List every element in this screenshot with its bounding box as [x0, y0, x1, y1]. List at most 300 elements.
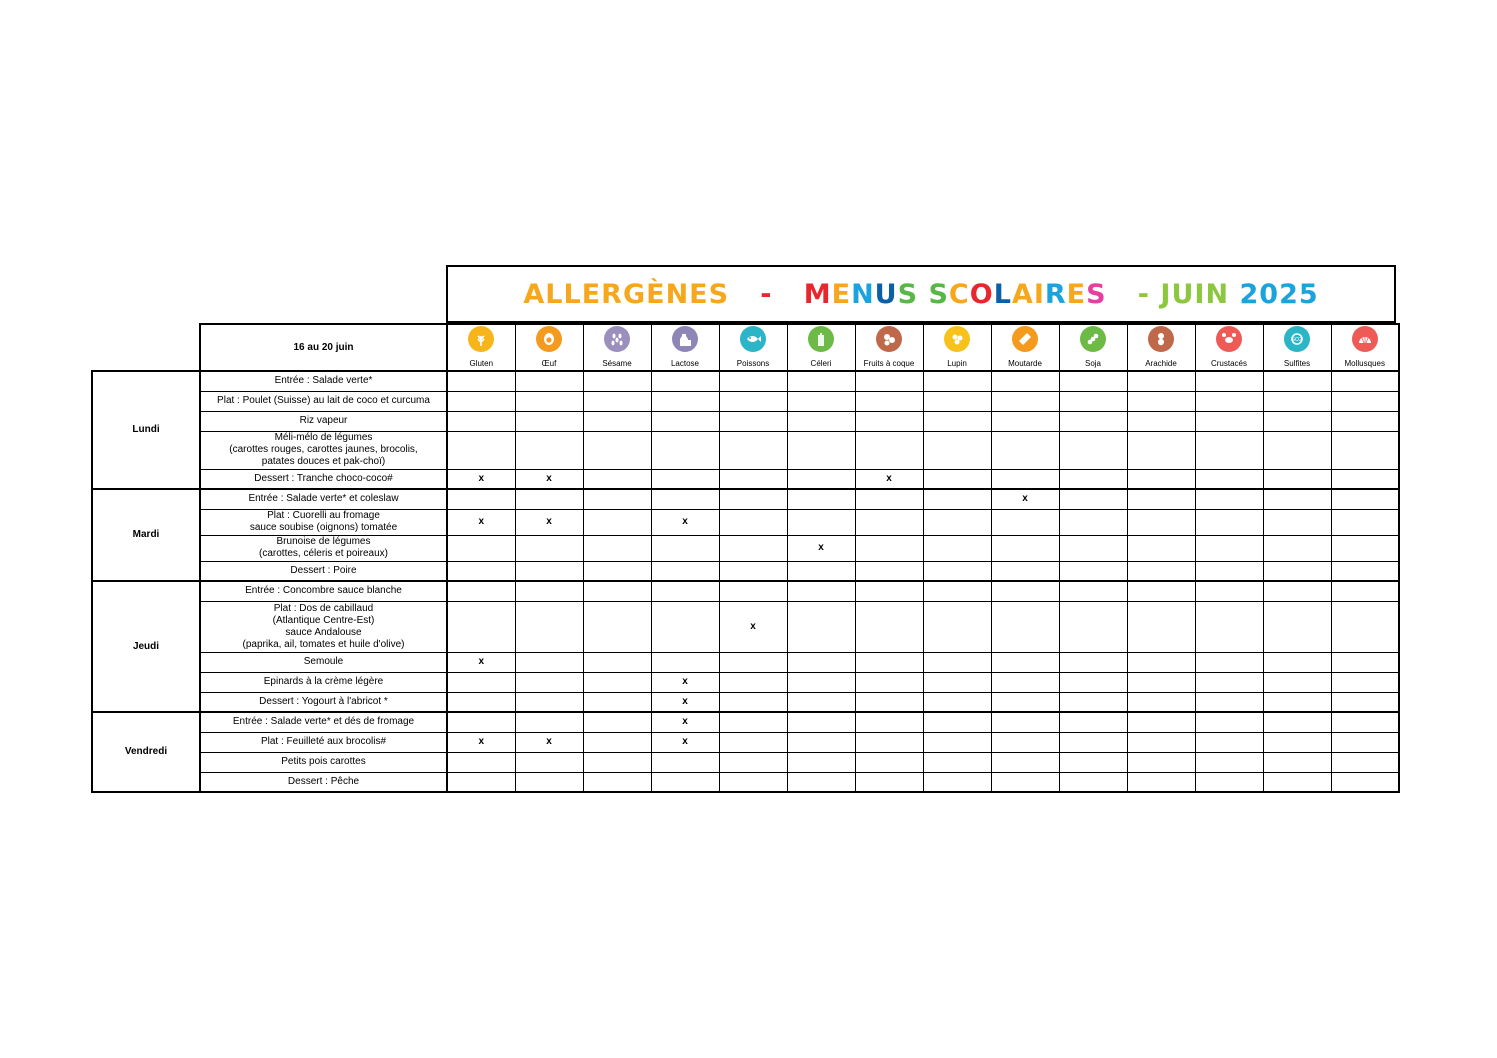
allergen-cell	[1195, 391, 1263, 411]
allergen-cell	[651, 489, 719, 509]
allergen-cell	[991, 692, 1059, 712]
allergen-cell	[991, 752, 1059, 772]
allergen-cell	[923, 489, 991, 509]
allergen-cell	[991, 601, 1059, 652]
allergen-cell	[651, 581, 719, 601]
allergen-cell	[923, 431, 991, 469]
allergen-cell	[583, 489, 651, 509]
allergen-cell	[1263, 371, 1331, 391]
allergen-header	[1195, 324, 1263, 371]
allergen-cell	[515, 371, 583, 391]
allergen-cell	[1331, 391, 1399, 411]
allergen-cell	[1195, 489, 1263, 509]
title-part: 2025	[1239, 278, 1319, 310]
title-part	[918, 279, 928, 310]
allergen-header	[923, 324, 991, 371]
allergen-cell	[787, 561, 855, 581]
allergen-cell	[1127, 469, 1195, 489]
allergen-cell	[583, 732, 651, 752]
sulfite-icon	[1284, 326, 1310, 352]
allergen-cell	[787, 732, 855, 752]
allergen-cell	[447, 431, 515, 469]
allergen-header	[855, 324, 923, 371]
allergen-cell	[787, 489, 855, 509]
allergen-cell	[719, 431, 787, 469]
allergen-cell: x	[447, 469, 515, 489]
allergen-header	[991, 324, 1059, 371]
allergen-cell	[1195, 732, 1263, 752]
allergen-cell	[651, 391, 719, 411]
allergen-cell	[583, 581, 651, 601]
allergen-name: Sulfites	[1283, 359, 1311, 368]
mustard-icon	[1012, 326, 1038, 352]
allergen-cell	[1127, 732, 1195, 752]
allergen-cell	[855, 489, 923, 509]
allergen-cell	[855, 431, 923, 469]
allergen-cell	[787, 752, 855, 772]
allergen-cell	[515, 652, 583, 672]
allergen-name: Poissons	[736, 359, 770, 368]
allergen-cell	[719, 752, 787, 772]
allergen-cell	[447, 489, 515, 509]
allergen-cell	[1263, 431, 1331, 469]
fish-icon	[740, 326, 766, 352]
allergen-cell	[991, 371, 1059, 391]
allergen-cell	[1263, 581, 1331, 601]
allergen-cell	[583, 509, 651, 535]
allergen-cell	[583, 652, 651, 672]
allergen-cell	[787, 601, 855, 652]
allergen-cell	[583, 692, 651, 712]
allergen-cell	[651, 411, 719, 431]
allergen-cell	[719, 652, 787, 672]
allergen-name: Moutarde	[1008, 359, 1042, 368]
allergen-cell	[1127, 431, 1195, 469]
allergen-cell: x	[651, 672, 719, 692]
allergen-cell	[1059, 431, 1127, 469]
allergen-cell	[991, 469, 1059, 489]
allergen-cell	[515, 712, 583, 732]
allergen-cell	[1059, 732, 1127, 752]
allergen-cell	[787, 431, 855, 469]
allergen-cell	[923, 535, 991, 561]
allergen-cell	[1263, 391, 1331, 411]
allergen-cell	[923, 732, 991, 752]
allergen-cell	[1263, 692, 1331, 712]
allergen-name: Fruits à coque	[863, 359, 915, 368]
allergen-cell	[719, 411, 787, 431]
allergen-cell	[855, 581, 923, 601]
allergen-cell	[515, 672, 583, 692]
egg-icon	[536, 326, 562, 352]
allergen-cell	[1059, 752, 1127, 772]
allergen-cell	[1263, 752, 1331, 772]
allergen-cell	[1059, 411, 1127, 431]
allergen-cell	[855, 712, 923, 732]
allergen-cell: x	[515, 469, 583, 489]
allergen-cell	[1331, 672, 1399, 692]
allergen-cell	[651, 772, 719, 792]
allergen-cell	[787, 712, 855, 732]
allergen-cell: x	[651, 692, 719, 712]
allergen-cell: x	[855, 469, 923, 489]
title-banner	[446, 265, 1396, 323]
allergen-cell	[1331, 581, 1399, 601]
dish-label: Entrée : Salade verte* et coleslaw	[200, 489, 447, 509]
allergen-cell	[719, 489, 787, 509]
allergen-cell	[719, 371, 787, 391]
allergen-cell	[1331, 772, 1399, 792]
allergen-cell	[1263, 469, 1331, 489]
wheat-icon	[468, 326, 494, 352]
allergen-cell	[515, 489, 583, 509]
allergen-cell	[1331, 535, 1399, 561]
allergen-cell	[719, 391, 787, 411]
period-label: 16 au 20 juin	[200, 324, 447, 371]
allergen-cell	[1195, 672, 1263, 692]
allergen-cell	[1263, 772, 1331, 792]
allergen-cell	[923, 581, 991, 601]
allergen-cell	[1059, 712, 1127, 732]
allergen-cell	[583, 601, 651, 652]
allergen-cell	[1263, 535, 1331, 561]
allergen-cell: x	[447, 509, 515, 535]
allergen-cell	[583, 561, 651, 581]
allergen-cell	[515, 692, 583, 712]
allergen-cell	[651, 752, 719, 772]
allergen-cell	[855, 601, 923, 652]
day-label: Jeudi	[92, 581, 200, 712]
allergen-cell	[719, 535, 787, 561]
allergen-cell	[1127, 752, 1195, 772]
allergen-cell	[1195, 692, 1263, 712]
allergen-cell	[583, 772, 651, 792]
allergen-cell	[515, 752, 583, 772]
day-label: Lundi	[92, 371, 200, 489]
allergen-cell	[1195, 772, 1263, 792]
allergen-cell	[923, 371, 991, 391]
allergen-cell	[1195, 371, 1263, 391]
allergen-cell	[1263, 489, 1331, 509]
allergen-cell	[855, 535, 923, 561]
allergen-cell	[1195, 752, 1263, 772]
allergen-cell	[1195, 652, 1263, 672]
allergen-cell	[1127, 489, 1195, 509]
allergen-cell	[855, 772, 923, 792]
allergen-cell	[719, 712, 787, 732]
allergen-cell	[1263, 672, 1331, 692]
allergen-cell	[1331, 411, 1399, 431]
allergen-cell	[1263, 652, 1331, 672]
allergen-cell	[1331, 561, 1399, 581]
allergen-cell	[1059, 601, 1127, 652]
allergen-cell	[1331, 732, 1399, 752]
allergen-cell	[515, 431, 583, 469]
allergen-cell	[447, 752, 515, 772]
allergen-cell: x	[447, 652, 515, 672]
allergen-cell	[787, 371, 855, 391]
allergen-cell	[1059, 652, 1127, 672]
allergen-name: Gluten	[469, 359, 494, 368]
allergen-cell	[447, 411, 515, 431]
allergen-cell	[991, 411, 1059, 431]
day-label: Mardi	[92, 489, 200, 581]
allergen-name: Lupin	[947, 359, 967, 368]
allergen-cell	[991, 672, 1059, 692]
milk-icon	[672, 326, 698, 352]
allergen-cell	[1263, 509, 1331, 535]
allergen-cell	[923, 561, 991, 581]
allergen-cell	[855, 752, 923, 772]
allergen-cell	[1195, 469, 1263, 489]
allergen-cell	[991, 732, 1059, 752]
allergen-cell	[923, 411, 991, 431]
allergen-header	[787, 324, 855, 371]
dish-label: Dessert : Pêche	[200, 772, 447, 792]
allergen-name: Arachide	[1145, 359, 1177, 368]
allergen-cell: x	[515, 509, 583, 535]
allergen-header	[719, 324, 787, 371]
allergen-cell	[855, 371, 923, 391]
allergen-cell	[651, 469, 719, 489]
dish-label: Epinards à la crème légère	[200, 672, 447, 692]
allergen-cell	[583, 712, 651, 732]
dish-label: Plat : Poulet (Suisse) au lait de coco et curcuma	[200, 391, 447, 411]
shell-icon	[1352, 326, 1378, 352]
allergen-cell	[923, 752, 991, 772]
allergen-cell	[1331, 489, 1399, 509]
allergen-cell: x	[515, 732, 583, 752]
dish-label: Plat : Dos de cabillaud (Atlantique Centre-Est) sauce Andalouse (paprika, ail, tomates et huile d'olive)	[200, 601, 447, 652]
allergen-grid	[91, 323, 1400, 793]
allergen-cell	[651, 601, 719, 652]
allergen-cell	[447, 371, 515, 391]
allergen-cell	[991, 772, 1059, 792]
lupin-icon	[944, 326, 970, 352]
allergen-cell	[991, 535, 1059, 561]
allergen-header	[1127, 324, 1195, 371]
allergen-cell	[719, 509, 787, 535]
allergen-cell	[923, 601, 991, 652]
allergen-cell	[1059, 469, 1127, 489]
allergen-cell	[583, 672, 651, 692]
sesame-icon	[604, 326, 630, 352]
allergen-cell: x	[651, 712, 719, 732]
allergen-cell	[1127, 535, 1195, 561]
allergen-cell	[1059, 692, 1127, 712]
dish-label: Brunoise de légumes (carottes, céleris et poireaux)	[200, 535, 447, 561]
allergen-cell	[787, 672, 855, 692]
allergen-cell	[1195, 601, 1263, 652]
allergen-cell: x	[447, 732, 515, 752]
nut-icon	[876, 326, 902, 352]
allergen-header	[515, 324, 583, 371]
crab-icon	[1216, 326, 1242, 352]
allergen-cell	[1195, 411, 1263, 431]
allergen-cell	[447, 772, 515, 792]
allergen-name: Soja	[1084, 359, 1101, 368]
allergen-cell	[991, 712, 1059, 732]
allergen-cell	[787, 692, 855, 712]
allergen-cell	[991, 431, 1059, 469]
peanut-icon	[1148, 326, 1174, 352]
allergen-cell	[1331, 652, 1399, 672]
allergen-cell	[719, 672, 787, 692]
allergen-cell	[991, 391, 1059, 411]
allergen-cell	[1127, 712, 1195, 732]
dish-label: Entrée : Salade verte* et dés de fromage	[200, 712, 447, 732]
allergen-cell	[991, 509, 1059, 535]
allergen-cell	[923, 772, 991, 792]
allergen-cell	[583, 391, 651, 411]
allergen-cell	[923, 712, 991, 732]
corner-blank	[92, 324, 200, 371]
allergen-cell	[1127, 601, 1195, 652]
allergen-cell	[583, 411, 651, 431]
allergen-cell	[855, 561, 923, 581]
allergen-cell	[1331, 712, 1399, 732]
allergen-cell	[1127, 692, 1195, 712]
allergen-cell: x	[719, 601, 787, 652]
allergen-cell	[1263, 732, 1331, 752]
allergen-cell	[787, 581, 855, 601]
allergen-cell	[991, 561, 1059, 581]
allergen-cell	[1263, 411, 1331, 431]
allergen-cell	[855, 509, 923, 535]
allergen-name: Céleri	[810, 359, 832, 368]
allergen-cell	[447, 672, 515, 692]
allergen-cell	[719, 772, 787, 792]
allergen-cell	[1263, 712, 1331, 732]
allergen-cell	[1195, 535, 1263, 561]
allergen-cell	[787, 652, 855, 672]
dish-label: Méli-mélo de légumes (carottes rouges, carottes jaunes, brocolis, patates douces et pak-choï)	[200, 431, 447, 469]
allergen-cell	[583, 469, 651, 489]
allergen-cell	[515, 561, 583, 581]
allergen-cell: x	[651, 732, 719, 752]
allergen-cell	[719, 692, 787, 712]
allergen-cell	[515, 601, 583, 652]
allergen-cell	[1059, 391, 1127, 411]
allergen-cell	[1331, 371, 1399, 391]
allergen-name: Crustacés	[1210, 359, 1247, 368]
allergen-cell	[583, 431, 651, 469]
allergen-cell	[1127, 411, 1195, 431]
allergen-cell	[1263, 561, 1331, 581]
allergen-cell	[787, 411, 855, 431]
celery-icon	[808, 326, 834, 352]
allergen-cell	[1127, 772, 1195, 792]
allergen-cell	[447, 561, 515, 581]
allergen-header	[1059, 324, 1127, 371]
allergen-cell	[787, 469, 855, 489]
day-label: Vendredi	[92, 712, 200, 792]
allergen-cell	[583, 752, 651, 772]
allergen-cell	[651, 431, 719, 469]
allergen-cell: x	[991, 489, 1059, 509]
allergen-header	[583, 324, 651, 371]
allergen-cell	[1127, 652, 1195, 672]
title-part: MENUS	[803, 278, 919, 310]
dish-label: Dessert : Poire	[200, 561, 447, 581]
allergen-cell	[923, 391, 991, 411]
allergen-cell	[1059, 509, 1127, 535]
allergen-cell	[447, 712, 515, 732]
dish-label: Dessert : Yogourt à l'abricot *	[200, 692, 447, 712]
title-part: ALLERGÈNES	[523, 278, 730, 310]
dish-label: Riz vapeur	[200, 411, 447, 431]
allergen-cell	[1331, 509, 1399, 535]
allergen-name: Œuf	[541, 359, 557, 368]
allergen-cell	[583, 371, 651, 391]
allergen-name: Lactose	[670, 359, 700, 368]
allergen-cell	[1195, 431, 1263, 469]
allergen-cell	[1195, 712, 1263, 732]
allergen-header	[1263, 324, 1331, 371]
allergen-cell	[1127, 581, 1195, 601]
allergen-header	[1331, 324, 1399, 371]
dish-label: Entrée : Concombre sauce blanche	[200, 581, 447, 601]
title-part: JUIN	[1160, 278, 1230, 310]
allergen-cell	[1331, 752, 1399, 772]
allergen-cell	[1127, 561, 1195, 581]
allergen-name: Sésame	[602, 359, 632, 368]
allergen-cell	[787, 509, 855, 535]
allergen-cell	[651, 535, 719, 561]
allergen-cell	[855, 732, 923, 752]
allergen-cell	[1331, 601, 1399, 652]
allergen-cell	[991, 652, 1059, 672]
allergen-cell	[447, 601, 515, 652]
allergen-cell	[1059, 371, 1127, 391]
allergen-cell	[991, 581, 1059, 601]
allergen-cell	[719, 732, 787, 752]
title-part: -	[1137, 278, 1151, 310]
allergen-cell	[1059, 489, 1127, 509]
allergen-cell	[515, 411, 583, 431]
allergen-cell	[515, 391, 583, 411]
allergen-cell	[447, 581, 515, 601]
allergen-cell	[855, 692, 923, 712]
dish-label: Plat : Feuilleté aux brocolis#	[200, 732, 447, 752]
title-part: SCOLAIRES	[928, 278, 1107, 310]
dish-label: Plat : Cuorelli au fromage sauce soubise (oignons) tomatée	[200, 509, 447, 535]
allergen-cell	[1195, 509, 1263, 535]
allergen-cell	[1059, 772, 1127, 792]
allergen-cell	[1331, 469, 1399, 489]
allergen-cell	[1059, 561, 1127, 581]
allergen-cell	[583, 535, 651, 561]
allergen-cell	[787, 772, 855, 792]
allergen-cell	[1195, 561, 1263, 581]
allergen-cell	[1127, 371, 1195, 391]
allergen-cell	[719, 469, 787, 489]
allergen-cell	[923, 509, 991, 535]
allergen-cell	[651, 371, 719, 391]
allergen-cell	[923, 652, 991, 672]
allergen-cell	[651, 652, 719, 672]
allergen-cell: x	[651, 509, 719, 535]
allergen-cell	[1331, 431, 1399, 469]
dish-label: Semoule	[200, 652, 447, 672]
allergen-cell	[515, 581, 583, 601]
allergen-header	[651, 324, 719, 371]
dish-label: Dessert : Tranche choco-coco#	[200, 469, 447, 489]
allergen-cell	[855, 411, 923, 431]
allergen-name: Mollusques	[1344, 359, 1385, 368]
allergen-cell	[923, 672, 991, 692]
allergen-cell: x	[787, 535, 855, 561]
